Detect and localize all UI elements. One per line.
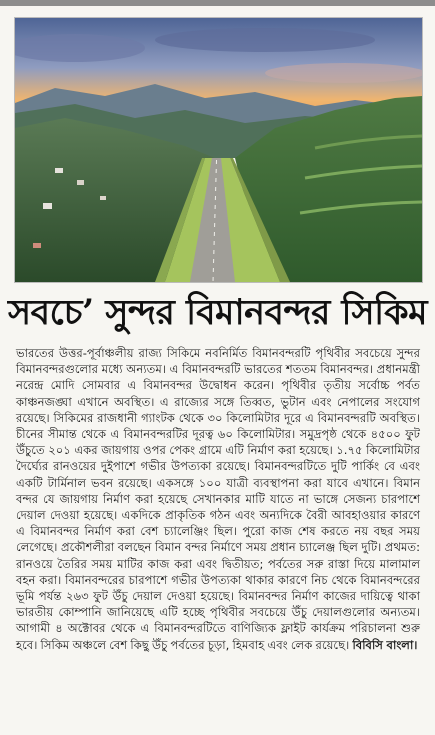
article-body	[16, 345, 420, 653]
top-border	[0, 0, 435, 6]
airport-runway-photo	[14, 17, 423, 283]
runway-photo-svg	[15, 18, 422, 282]
article-text: ভারতের উত্তর-পূর্বাঞ্চলীয় রাজ্য সিকিমে নবনির্মিত বিমানবন্দরটি পৃথিবীর সবচেয়ে সুন্দর বিমানবন্দরগুলোর মধ্যে অন্যতম। এ বিমানবন্দরটি ভারতের শততম বিমানবন্দর। প্রধানমন্ত্রী নরেন্দ্র মোদি সোমবার এ বিমানবন্দর উদ্বোধন করেন। পৃথিবীর তৃতীয় সর্বোচ্চ পর্বত কাঞ্চনজঙ্ঘা এখানে অবস্থিত। এ রাজ্যের সঙ্গে তিব্বত, ভুটান এবং নেপালের সংযোগ রয়েছে। সিকিমের রাজধানী গ্যাংটক থেকে ৩০ কিলোমিটার দূরে এ বিমানবন্দরটি অবস্থিত। চীনের সীমান্ত থেকে এ বিমানবন্দরটির দূরত্ব ৬০ কিলোমিটার। সমুদ্রপৃষ্ঠ থেকে ৪৫০০ ফুট উঁচুতে ২০১ একর জায়গায় ওপর পেকং গ্রামে এটি নির্মাণ করা হয়েছে। ১.৭৫ কিলোমিটার দৈর্ঘ্যের রানওয়ের দুইপাশে গভীর উপত্যকা রয়েছে। বিমানবন্দরটিতে দুটি পার্কিং বে এবং একটি টার্মিনাল ভবন রয়েছে। একসঙ্গে ১০০ যাত্রী ব্যবস্থাপনা করা যাবে এখানে। বিমান বন্দর যে জায়গায় নির্মাণ করা হয়েছে সেখানকার মাটি যাতে না ভাঙ্গে সেজন্য চারপাশে দেয়াল দেওয়া হয়েছে। একদিকে প্রাকৃতিক গঠন এবং অন্যদিকে বৈরী আবহাওয়ার কারণে এ বিমানবন্দর নির্মাণ করা বেশ চ্যালেঞ্জিং ছিল। পুরো কাজ শেষ করতে নয় বছর সময় লেগেছে। প্রকৌশলীরা বলছেন বিমান বন্দর নির্মাণে সময় প্রধান চ্যালেঞ্জ ছিল দুটি। প্রথমত: রানওয়ে তৈরির সময় মাটির কাজ করা এবং দ্বিতীয়ত; পর্বতের সরু রাস্তা দিয়ে মালামাল বহন করা। বিমানবন্দরের চারপাশে গভীর উপত্যকা থাকার কারণে নিচ থেকে বিমানবন্দরের ভূমি পর্যন্ত ২৬৩ ফুট উঁচু দেয়াল দেওয়া হয়েছে। বিমানবন্দর নির্মাণ কাজের দায়িত্বে থাকা ভারতীয় কোম্পানি জানিয়েছে এটি হচ্ছে পৃথিবীর সবচেয়ে উঁচু দেয়ালগুলোর অন্যতম। আগামী ৪ অক্টোবর থেকে এ বিমানবন্দরটিতে বাণিজ্যিক ফ্লাইট কার্যক্রম পরিচালনা শুরু হবে। সিকিম অঞ্চলে বেশ কিছু উঁচু পর্বতের চূড়া, হিমবাহ এবং লেক রয়েছে।	[16, 346, 420, 652]
source-credit: বিবিসি বাংলা।	[352, 637, 418, 652]
headline: সবচে’ সুন্দর বিমানবন্দর সিকিম	[8, 292, 428, 333]
